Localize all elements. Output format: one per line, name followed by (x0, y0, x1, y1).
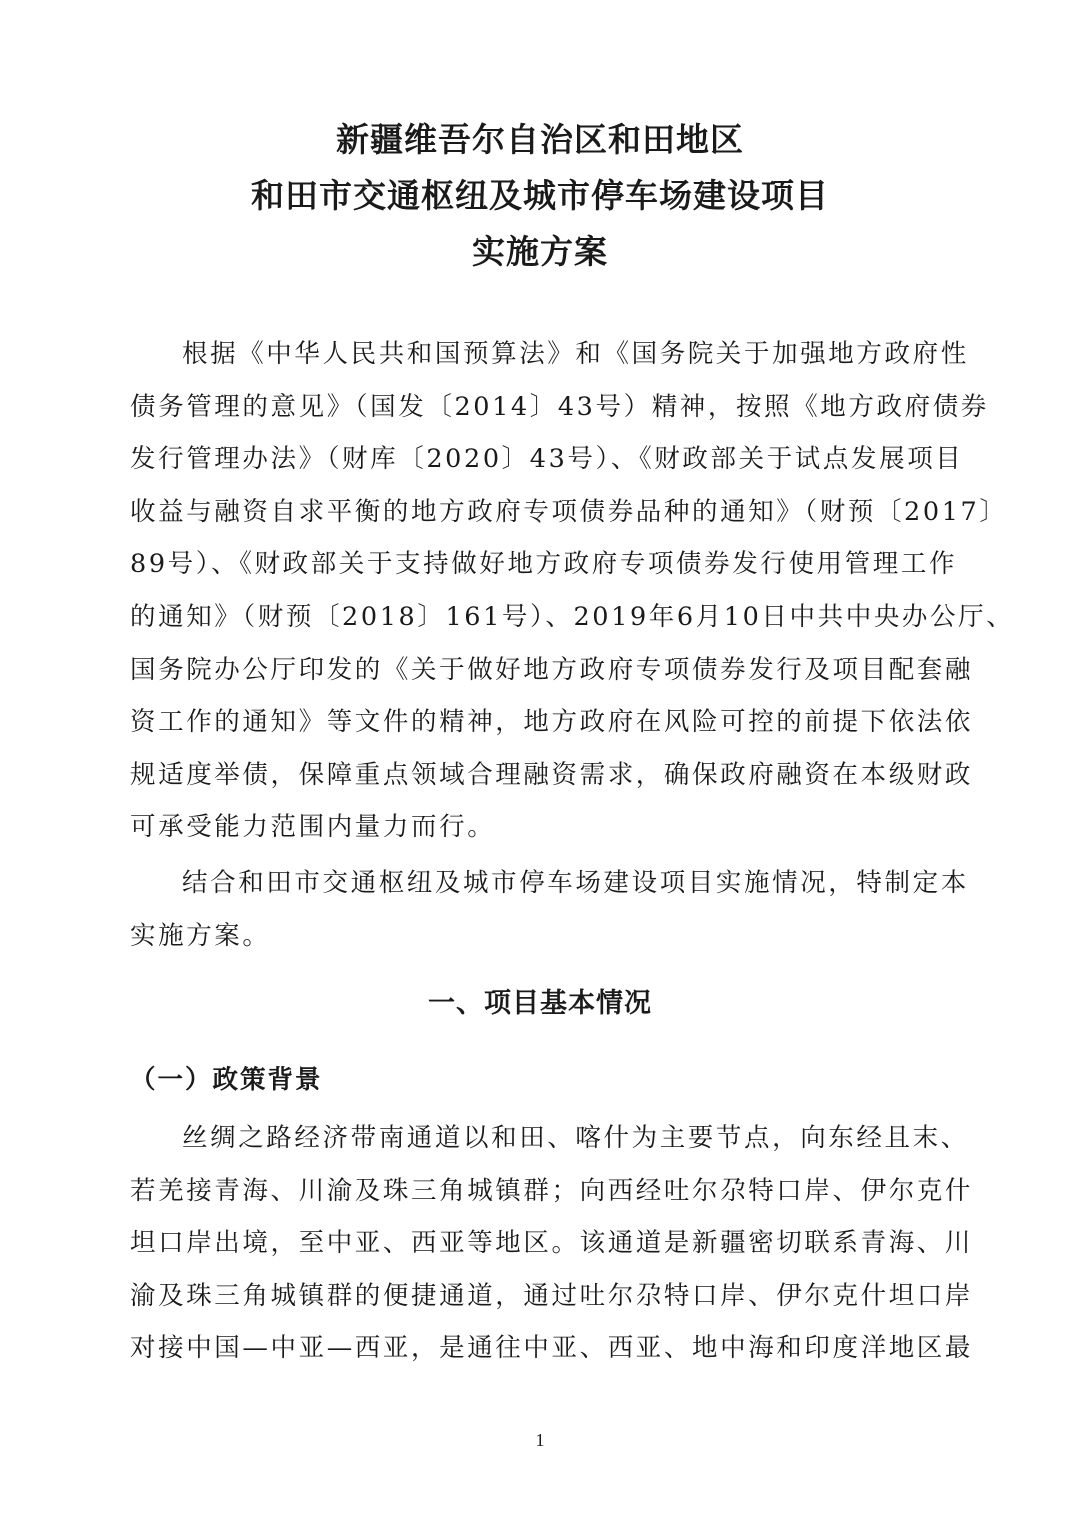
paragraph-line: 坦口岸出境，至中亚、西亚等地区。该通道是新疆密切联系青海、川 (130, 1228, 974, 1259)
paragraph-line: 收益与融资自求平衡的地方政府专项债券品种的通知》（财预〔2017〕 (130, 496, 1008, 527)
paragraph-line: 丝绸之路经济带南通道以和田、喀什为主要节点，向东经且末、 (182, 1123, 969, 1153)
paragraph-line: 对接中国—中亚—西亚，是通往中亚、西亚、地中海和印度洋地区最 (130, 1333, 974, 1364)
paragraph-line: 债务管理的意见》（国发〔2014〕43号）精神，按照《地方政府债券 (130, 391, 989, 422)
paragraph-line: 资工作的通知》等文件的精神，地方政府在风险可控的前提下依法依 (130, 707, 974, 738)
paragraph-line: 可承受能力范围内量力而行。 (130, 812, 496, 843)
paragraph-line: 的通知》（财预〔2018〕161号）、2019年6月10日中共中央办公厅、 (130, 601, 1015, 632)
paragraph-line: 规适度举债，保障重点领域合理融资需求，确保政府融资在本级财政 (130, 759, 974, 790)
paragraph-line: 结合和田市交通枢纽及城市停车场建设项目实施情况，特制定本 (182, 868, 969, 898)
paragraph-line: 渝及珠三角城镇群的便捷通道，通过吐尔尕特口岸、伊尔克什坦口岸 (130, 1280, 974, 1311)
paragraph-policy-background (130, 1112, 974, 1375)
page-number: 1 (535, 1430, 545, 1450)
paragraph-line: 若羌接青海、川渝及珠三角城镇群；向西经吐尔尕特口岸、伊尔克什 (130, 1175, 974, 1206)
title-line-project: 和田市交通枢纽及城市停车场建设项目 (251, 176, 829, 215)
paragraph-purpose (130, 857, 969, 962)
title-line-plan: 实施方案 (472, 232, 608, 271)
paragraph-line: 实施方案。 (130, 920, 271, 951)
paragraph-line: 根据《中华人民共和国预算法》和《国务院关于加强地方政府性 (182, 339, 969, 369)
paragraph-line: 89号）、《财政部关于支持做好地方政府专项债券发行使用管理工作 (130, 549, 958, 580)
section-heading: 一、项目基本情况 (428, 988, 652, 1019)
sub-heading: （一）政策背景 (130, 1065, 323, 1095)
paragraph-line: 发行管理办法》（财库〔2020〕43号）、《财政部关于试点发展项目 (130, 444, 964, 475)
paragraph-line: 国务院办公厅印发的《关于做好地方政府专项债券发行及项目配套融 (130, 654, 974, 685)
document-title (0, 112, 1080, 280)
paragraph-legal-basis (130, 328, 1015, 854)
title-line-region: 新疆维吾尔自治区和田地区 (336, 120, 744, 159)
